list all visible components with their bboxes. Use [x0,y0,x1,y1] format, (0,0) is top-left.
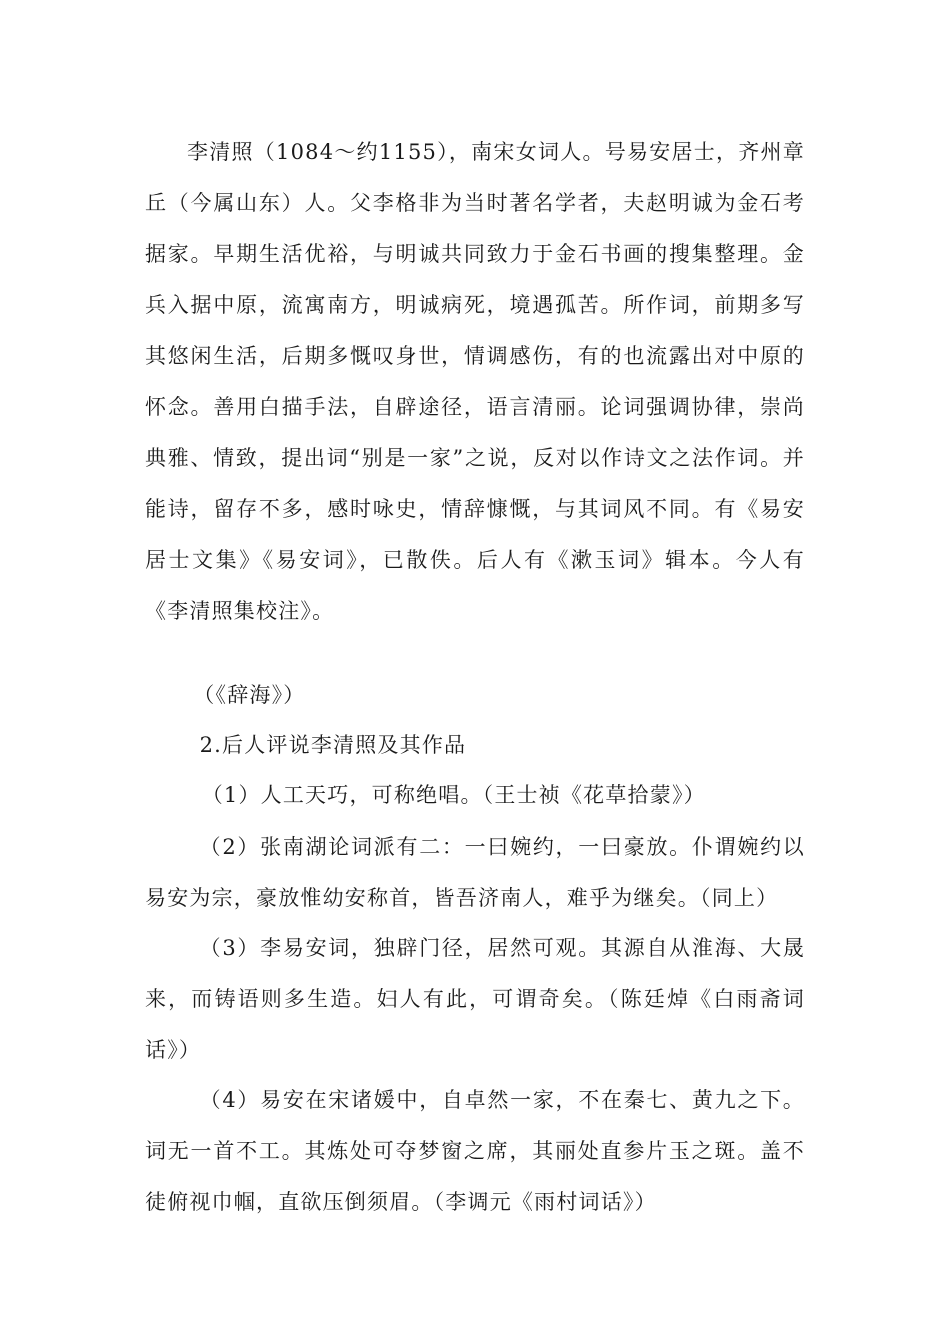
section-heading: 2.后人评说李清照及其作品 [199,733,467,757]
quote-2: （2）张南湖论词派有二：一曰婉约，一曰豪放。仆谓婉约以易安为宗，豪放惟幼安称首，皆吾济南人，难乎为继矣。（同上） [145,835,805,910]
quote-1: （1）人工天巧，可称绝唱。（王士祯《花草拾蒙》） [201,783,706,807]
source-citation: （《辞海》） [193,683,306,707]
quote-3: （3）李易安词，独辟门径，居然可观。其源自从淮海、大晟来，而铸语则多生造。妇人有此，可谓奇矣。（陈廷焯《白雨斋词话》） [145,936,805,1062]
biography-paragraph: 李清照（1084～约1155），南宋女词人。号易安居士，齐州章丘（今属山东）人。父李格非为当时著名学者，夫赵明诚为金石考据家。早期生活优裕，与明诚共同致力于金石书画的搜集整理。金兵入据中原，流寓南方，明诚病死，境遇孤苦。所作词，前期多写其悠闲生活，后期多慨叹身世，情调感伤，有的也流露出对中原的怀念。善用白描手法，自辟途径，语言清丽。论词强调协律，崇尚典雅、情致，提出词“别是一家”之说，反对以作诗文之法作词。并能诗，留存不多，感时咏史，情辞慷慨，与其词风不同。有《易安居士文集》《易安词》，已散佚。后人有《漱玉词》辑本。今人有《李清照集校注》。 [145,140,805,623]
quote-4: （4）易安在宋诸媛中，自卓然一家，不在秦七、黄九之下。词无一首不工。其炼处可夺梦窗之席，其丽处直参片玉之斑。盖不徒俯视巾帼，直欲压倒须眉。（李调元《雨村词话》） [145,1088,805,1214]
